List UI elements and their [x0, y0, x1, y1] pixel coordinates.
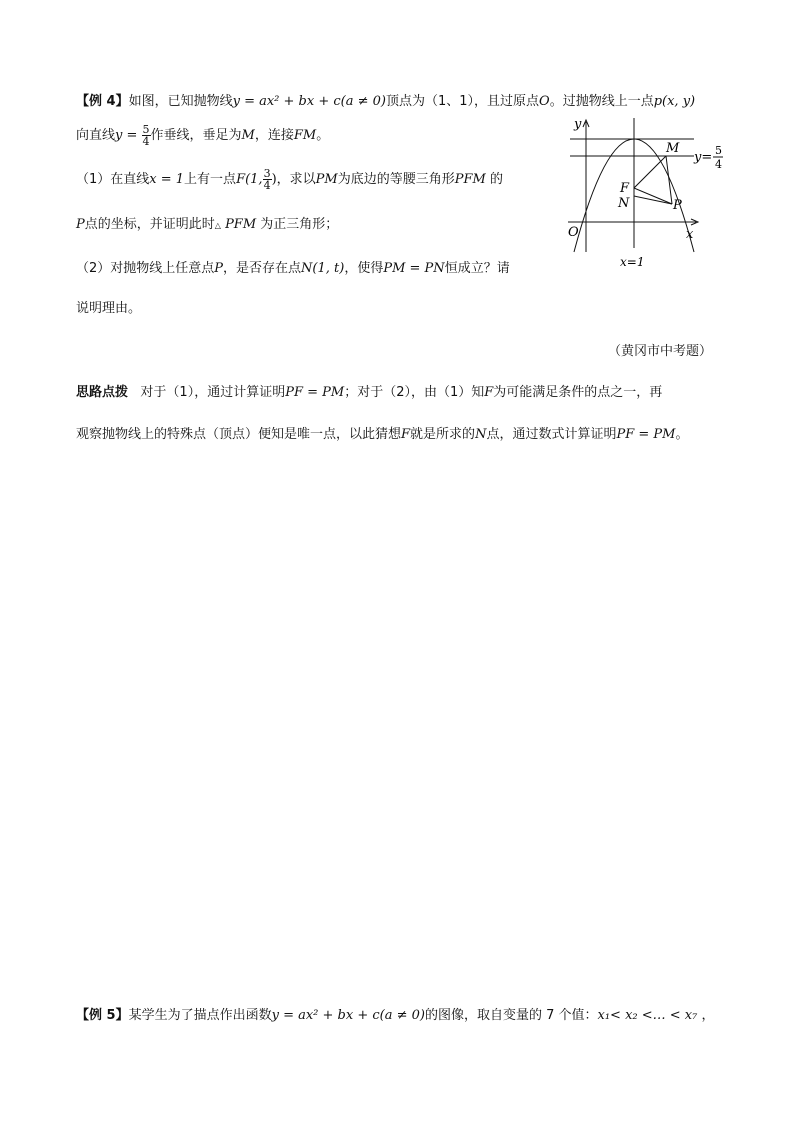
segment-NP: [634, 196, 672, 204]
fraction-3-4: $\frac{3}{4}$: [263, 167, 271, 192]
example-4-line-2: 向直线y = $\frac{5}{4}$ 作垂线，垂足为M，连接FM。: [76, 123, 330, 148]
example-4-part-1-line-2: P点的坐标，并证明此时△ PFM 为正三角形；: [76, 217, 339, 232]
label-P: P: [673, 198, 682, 213]
label-N: N: [618, 196, 630, 211]
parabola-figure: [560, 112, 740, 272]
hint-line-1: 思路点拨 对于（1），通过计算证明PF = PM；对于（2），由（1）知F为可能满足条件的点之一，再: [76, 385, 663, 400]
label-y: y: [574, 117, 582, 132]
segment-FM: [634, 156, 666, 188]
label-M: M: [666, 141, 680, 156]
label-frac-den: 4: [715, 158, 722, 171]
example-5-label: 【例 5】: [76, 1008, 129, 1023]
label-frac-num: 5: [715, 144, 722, 157]
example-4-part-1-line-1: （1）在直线x = 1上有一点F(1, $\frac{3}{4}$ )，求以PM为底边的等腰三角形PFM 的: [76, 167, 503, 192]
hint-line-2: 观察抛物线上的特殊点（顶点）便知是唯一点，以此猜想F就是所求的N点，通过数式计算证明PF = PM。: [76, 427, 689, 442]
label-x: x: [686, 227, 694, 242]
example-4-part-2-line-1: （2）对抛物线上任意点P，是否存在点N(1, t)，使得PM = PN恒成立？请: [76, 261, 510, 276]
source-note: （黄冈市中考题）: [608, 344, 713, 359]
label-O: O: [568, 225, 579, 240]
fraction-5-4: $\frac{5}{4}$: [142, 123, 150, 148]
example-4-label: 【例 4】: [76, 94, 129, 109]
hint-label: 思路点拨: [76, 385, 129, 400]
example-4-part-2-line-2: 说明理由。: [76, 301, 142, 316]
label-x-eq-1: x=1: [620, 255, 645, 269]
parabola-equation: y = ax² + bx + c(a ≠ 0): [232, 94, 386, 109]
label-y-eq: y=: [694, 150, 713, 165]
segment-FP: [634, 188, 672, 204]
example-5-line-1: 【例 5】某学生为了描点作出函数y = ax² + bx + c(a ≠ 0)的图像，取自变量的 7 个值：x₁< x₂ <… < x₇ ，: [76, 1008, 715, 1023]
label-F: F: [620, 181, 630, 196]
example-4-line-1: 【例 4】如图，已知抛物线y = ax² + bx + c(a ≠ 0)顶点为（1、1），且过原点O。过抛物线上一点p(x, y): [76, 94, 696, 109]
segment-MP: [666, 156, 672, 204]
